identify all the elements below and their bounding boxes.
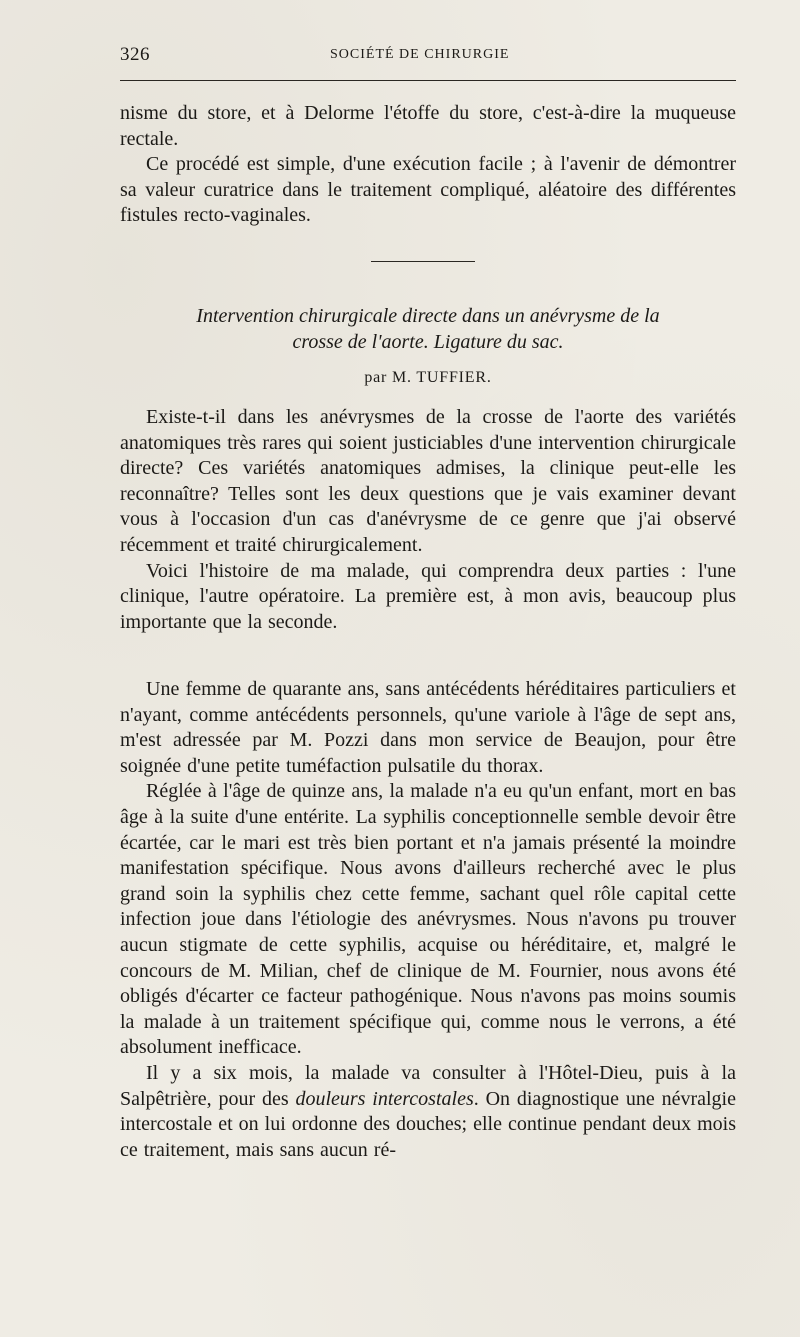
article-title bbox=[120, 303, 736, 355]
intro-text bbox=[120, 101, 736, 229]
paragraph-5-end: . On diagnostique une névralgie intercostale et on lui ordonne des douches; elle continue pendant deux mois ce traitement, mais sans aucun ré- bbox=[120, 1087, 736, 1161]
header-rule bbox=[120, 80, 736, 81]
page-number: 326 bbox=[120, 44, 150, 65]
paragraph-5-italic: douleurs intercostales bbox=[295, 1087, 474, 1110]
article-case-history bbox=[120, 677, 736, 1163]
article-opening bbox=[120, 405, 736, 635]
intro-paragraph-2: Ce procédé est simple, d'une exécution facile ; à l'avenir de démontrer sa valeur curatrice dans le traitement compliqué, aléatoire des différentes fistules recto-vaginales. bbox=[120, 153, 736, 227]
running-title: SOCIÉTÉ DE CHIRURGIE bbox=[330, 47, 510, 62]
paragraph-5-start: Il y a six mois, la malade va consulter à l'Hôtel-Dieu, puis à la Salpêtrière, pour des bbox=[120, 1061, 736, 1110]
article-paragraph-5 bbox=[120, 1061, 736, 1163]
section-divider bbox=[371, 261, 475, 262]
article-byline: par M. TUFFIER. bbox=[364, 369, 492, 386]
intro-paragraph-1: nisme du store, et à Delorme l'étoffe du store, c'est-à-dire la muqueuse rectale. bbox=[120, 102, 736, 150]
article-title-line-2: crosse de l'aorte. Ligature du sac. bbox=[292, 331, 564, 353]
article-paragraph-1: Existe-t-il dans les anévrysmes de la crosse de l'aorte des variétés anatomiques très rares qui soient justiciables d'une intervention chirurgicale directe? Ces variétés anatomiques admises, la clinique peut-elle les reconnaître? Telles sont les deux questions que je vais examiner devant vous à l'occasion d'un cas d'anévrysme de ce genre que j'ai observé récemment et traité chirurgicalement. bbox=[120, 406, 736, 556]
article-title-line-1: Intervention chirurgicale directe dans un anévrysme de la bbox=[196, 305, 660, 327]
article-paragraph-2: Voici l'histoire de ma malade, qui comprendra deux parties : l'une clinique, l'autre opératoire. La première est, à mon avis, beaucoup plus importante que la seconde. bbox=[120, 559, 736, 633]
article-paragraph-3: Une femme de quarante ans, sans antécédents héréditaires particuliers et n'ayant, comme antécédents personnels, qu'une variole à l'âge de sept ans, m'est adressée par M. Pozzi dans mon service de Beaujon, pour être soignée d'une petite tuméfaction pulsatile du thorax. bbox=[120, 678, 736, 777]
page-header bbox=[120, 44, 738, 68]
article-paragraph-4: Réglée à l'âge de quinze ans, la malade n'a eu qu'un enfant, mort en bas âge à la suite d'une entérite. La syphilis conceptionnelle semble devoir être écartée, car le mari est très bien portant et n'a jamais présenté la moindre manifestation spécifique. Nous avons d'ailleurs recherché avec le plus grand soin la syphilis chez cette femme, sachant quel rôle capital cette infection joue dans l'étiologie des anévrysmes. Nous n'avons pu trouver aucun stigmate de cette syphilis, acquise ou héréditaire, et, malgré le concours de M. Milian, chef de clinique de M. Fournier, nous avons été obligés d'écarter ce facteur pathogénique. Nous n'avons pas moins soumis la malade à un traitement spécifique qui, comme nous le verrons, a été absolument inefficace. bbox=[120, 780, 736, 1059]
